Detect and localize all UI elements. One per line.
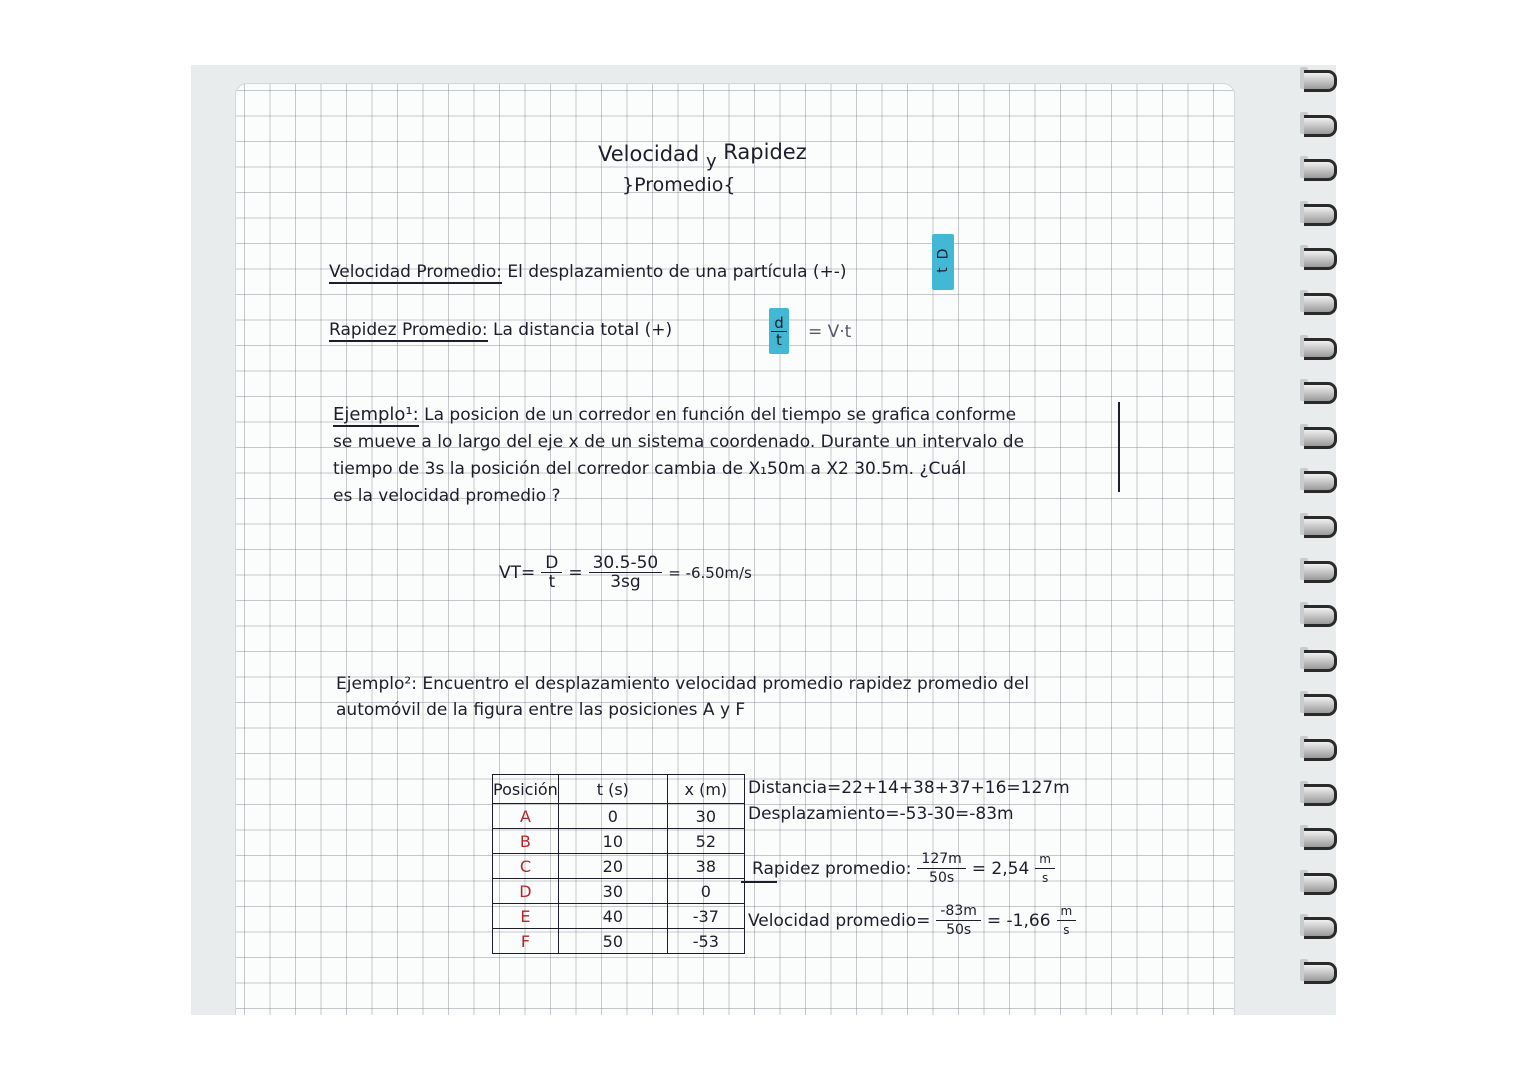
distancia-result: Distancia=22+14+38+37+16=127m xyxy=(748,778,1070,798)
row-x: -53 xyxy=(667,929,744,954)
title-velocidad: Velocidad xyxy=(598,142,700,166)
rapidez-value: = 2,54 xyxy=(971,858,1030,879)
eq-fraction-d-over-t xyxy=(541,554,562,591)
spiral-coil xyxy=(1304,248,1337,270)
eq-lhs: VT= xyxy=(499,562,536,583)
rapidez-num: 127m xyxy=(917,850,965,869)
row-t: 50 xyxy=(558,929,667,954)
velocidad-result-label: Velocidad promedio= xyxy=(748,910,931,931)
title-rapidez: Rapidez xyxy=(723,140,807,164)
eq-num1: D xyxy=(541,554,562,573)
spiral-coil xyxy=(1304,293,1337,315)
table-row xyxy=(493,804,745,829)
rapidez-label: Rapidez Promedio: xyxy=(329,320,488,340)
spiral-coil xyxy=(1304,917,1337,939)
header-posicion: Posición xyxy=(493,775,559,804)
title-line1 xyxy=(598,140,807,172)
spiral-coil xyxy=(1304,873,1337,895)
rapidez-result-label: Rapidez promedio: xyxy=(752,858,912,879)
velocidad-label: Velocidad Promedio: xyxy=(329,262,502,282)
rapidez-unit xyxy=(1035,850,1055,887)
eq-num2: 30.5-50 xyxy=(589,554,663,573)
rapidez-text: La distancia total (+) xyxy=(492,320,673,340)
row-t: 0 xyxy=(558,804,667,829)
eq-fraction-values xyxy=(589,554,663,591)
row-pos: F xyxy=(493,929,559,954)
example1-margin-bracket xyxy=(1118,402,1120,492)
header-x: x (m) xyxy=(667,775,744,804)
spiral-coil xyxy=(1304,382,1337,404)
velocidad-result-fraction xyxy=(936,902,981,939)
velocidad-num: -83m xyxy=(936,902,981,921)
spiral-coil xyxy=(1304,70,1337,92)
example1-line1 xyxy=(333,404,1016,425)
photo-background xyxy=(191,65,1336,1015)
spiral-coil xyxy=(1304,962,1337,984)
row-t: 10 xyxy=(558,829,667,854)
row-pos: A xyxy=(493,804,559,829)
row-x: 52 xyxy=(667,829,744,854)
spiral-coil xyxy=(1304,828,1337,850)
velocidad-result xyxy=(748,902,1076,939)
table-row xyxy=(493,854,745,879)
velocidad-definition xyxy=(329,262,847,282)
box1-num: d xyxy=(771,315,787,332)
highlight-box-d-over-t-vector xyxy=(932,234,954,290)
eq-result: = -6.50m/s xyxy=(668,563,752,582)
spiral-coil xyxy=(1304,784,1337,806)
row-pos: B xyxy=(493,829,559,854)
velocidad-unit-num: m xyxy=(1057,902,1077,921)
rapidez-unit-den: s xyxy=(1042,871,1049,885)
title-y: y xyxy=(705,151,717,172)
row-x: 0 xyxy=(667,879,744,904)
spiral-coil xyxy=(1304,115,1337,137)
example2-line2: automóvil de la figura entre las posiciones A y F xyxy=(336,700,746,720)
row-pos: C xyxy=(493,854,559,879)
eq-den1: t xyxy=(548,572,556,592)
table-row xyxy=(493,879,745,904)
spiral-coil xyxy=(1304,605,1337,627)
spiral-coil xyxy=(1304,427,1337,449)
desplazamiento-result: Desplazamiento=-53-30=-83m xyxy=(748,804,1014,824)
example1-text1: La posicion de un corredor en función del tiempo se grafica conforme xyxy=(424,405,1017,425)
highlight-box-d-over-t xyxy=(769,308,789,354)
header-t: t (s) xyxy=(558,775,667,804)
row-x: 38 xyxy=(667,854,744,879)
row-t: 20 xyxy=(558,854,667,879)
spiral-coil xyxy=(1304,159,1337,181)
box1-den: t xyxy=(776,330,782,349)
eq-equals: = xyxy=(568,562,583,583)
box2-num: D xyxy=(935,248,951,260)
rapidez-unit-num: m xyxy=(1035,850,1055,869)
spiral-coil xyxy=(1304,561,1337,583)
example1-line2: se mueve a lo largo del eje x de un sistema coordenado. Durante un intervalo de xyxy=(333,432,1025,452)
row-x: -37 xyxy=(667,904,744,929)
table-header-row xyxy=(493,775,745,804)
rapidez-equation: = V·t xyxy=(808,322,852,342)
velocidad-value: = -1,66 xyxy=(986,910,1051,931)
row-t: 30 xyxy=(558,879,667,904)
spiral-coil xyxy=(1304,650,1337,672)
example1-line3: tiempo de 3s la posición del corredor cambia de X₁50m a X2 30.5m. ¿Cuál xyxy=(333,459,967,479)
example1-line4: es la velocidad promedio ? xyxy=(333,486,561,506)
eq-den2: 3sg xyxy=(610,572,641,592)
rapidez-result xyxy=(752,850,1055,887)
box2-den: t xyxy=(935,267,951,273)
rapidez-result-fraction xyxy=(917,850,965,887)
spiral-coil xyxy=(1304,694,1337,716)
row-pos: D xyxy=(493,879,559,904)
rapidez-den: 50s xyxy=(929,870,955,886)
example1-equation xyxy=(499,554,752,591)
velocidad-unit-den: s xyxy=(1063,923,1070,937)
velocidad-text: El desplazamiento de una partícula (+-) xyxy=(507,262,847,282)
title-line2: }Promedio{ xyxy=(622,174,736,196)
example2-line1: Ejemplo²: Encuentro el desplazamiento velocidad promedio rapidez promedio del xyxy=(336,674,1030,694)
spiral-coil xyxy=(1304,338,1337,360)
table-row xyxy=(493,829,745,854)
position-time-table xyxy=(492,774,745,954)
spiral-coil xyxy=(1304,739,1337,761)
spiral-coil xyxy=(1304,516,1337,538)
spiral-binding xyxy=(1300,62,1340,1012)
row-t: 40 xyxy=(558,904,667,929)
table-row xyxy=(493,929,745,954)
rapidez-definition xyxy=(329,320,672,340)
row-x: 30 xyxy=(667,804,744,829)
notebook-page xyxy=(235,83,1235,1015)
spiral-coil xyxy=(1304,204,1337,226)
row-pos: E xyxy=(493,904,559,929)
table-row xyxy=(493,904,745,929)
velocidad-unit xyxy=(1057,902,1077,939)
velocidad-den: 50s xyxy=(946,922,972,938)
example1-label: Ejemplo¹: xyxy=(333,404,419,425)
spiral-coil xyxy=(1304,471,1337,493)
